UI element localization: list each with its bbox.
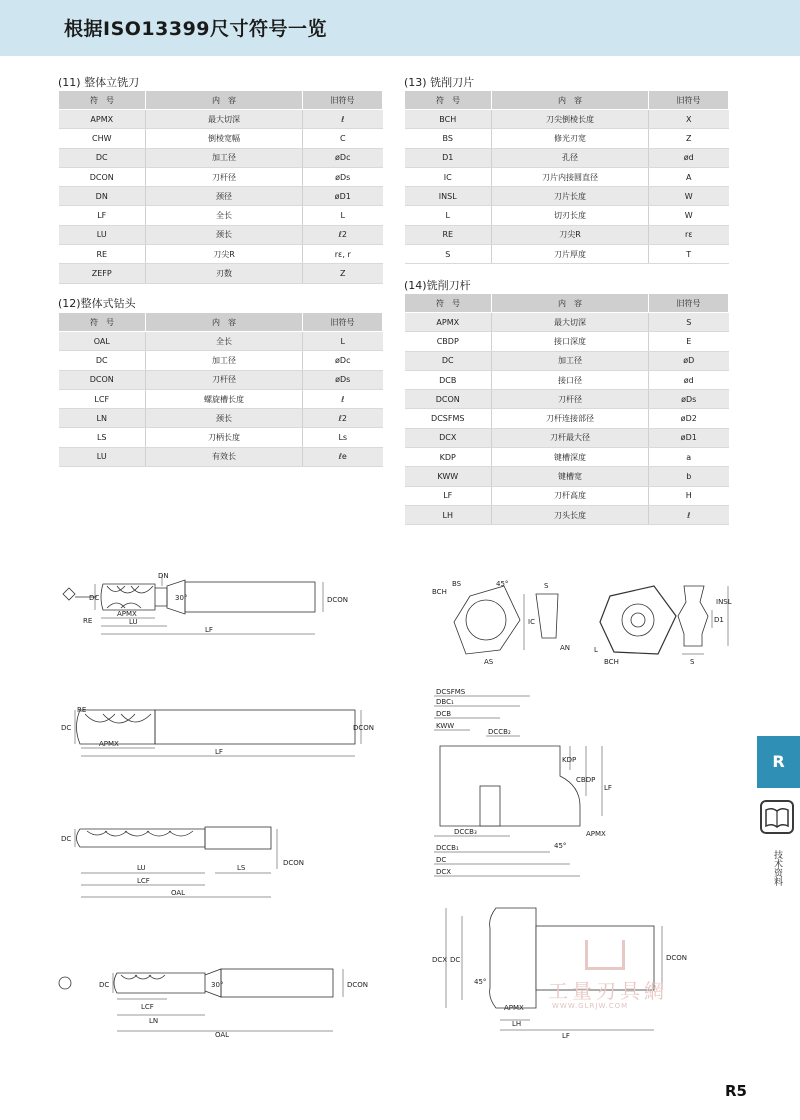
- table-row: [59, 225, 383, 244]
- symbol-cell: DN: [59, 187, 146, 206]
- symbol-cell: KDP: [405, 448, 492, 467]
- drill2-drawing: [55, 825, 305, 905]
- symbol-cell: DCSFMS: [405, 409, 492, 428]
- content-cell: 接口径: [492, 370, 649, 389]
- head-drawing: [430, 898, 688, 1043]
- label-angle: 45°: [554, 842, 567, 850]
- label-lf: LF: [604, 784, 612, 792]
- symbol-cell: CBDP: [405, 332, 492, 351]
- section-title-endmill: (11) 整体立铣刀: [58, 76, 140, 89]
- table-row: [59, 409, 383, 428]
- symbol-cell: LN: [59, 409, 146, 428]
- label-bch: BCH: [432, 588, 447, 596]
- section-title-insert: (13) 铣削刀片: [404, 76, 475, 89]
- table-row: [405, 467, 729, 486]
- content-cell: 刃数: [146, 264, 303, 283]
- table-row: [59, 167, 383, 186]
- old-symbol-cell: ød: [649, 370, 729, 389]
- side-label: 技术资料: [772, 850, 782, 886]
- table-row: [59, 389, 383, 408]
- symbol-cell: LU: [59, 447, 146, 466]
- symbol-cell: LS: [59, 428, 146, 447]
- content-cell: 颈长: [146, 225, 303, 244]
- label-insl: INSL: [716, 598, 732, 606]
- label-dn: DN: [158, 572, 169, 580]
- table-endmill: [58, 90, 383, 284]
- symbol-cell: DCON: [59, 370, 146, 389]
- label-dbc1: DBC₁: [436, 698, 454, 706]
- symbol-cell: S: [405, 245, 492, 264]
- label-kdp: KDP: [562, 756, 577, 764]
- symbol-cell: DCON: [405, 390, 492, 409]
- content-cell: 刀片厚度: [492, 245, 649, 264]
- label-lf: LF: [562, 1032, 570, 1040]
- content-cell: 倒棱宽幅: [146, 129, 303, 148]
- label-cbdp: CBDP: [576, 776, 596, 784]
- label-dc: DC: [61, 835, 72, 843]
- old-symbol-cell: øDs: [303, 370, 383, 389]
- content-cell: 刀杆高度: [492, 486, 649, 505]
- content-cell: 最大切深: [492, 313, 649, 332]
- table-row: [405, 351, 729, 370]
- col-content: 内 容: [146, 91, 303, 110]
- label-angle: 45°: [474, 978, 487, 986]
- table-row: [405, 409, 729, 428]
- table-row: [405, 448, 729, 467]
- label-re: RE: [77, 706, 87, 714]
- symbol-cell: IC: [405, 167, 492, 186]
- label-bs: BS: [452, 580, 462, 588]
- label-angle: 30°: [211, 981, 224, 989]
- label-ic: IC: [528, 618, 535, 626]
- content-cell: 最大切深: [146, 110, 303, 129]
- drill3-drawing: [55, 965, 375, 1040]
- symbol-cell: LCF: [59, 389, 146, 408]
- old-symbol-cell: ℓ2: [303, 225, 383, 244]
- label-dc: DC: [99, 981, 110, 989]
- symbol-cell: KWW: [405, 467, 492, 486]
- col-old: 旧符号: [649, 91, 729, 110]
- old-symbol-cell: ℓe: [303, 447, 383, 466]
- content-cell: 刀杆径: [146, 167, 303, 186]
- label-angle: 30°: [175, 594, 188, 602]
- label-l: L: [594, 646, 598, 654]
- label-apmx: APMX: [504, 1004, 524, 1012]
- symbol-cell: DCON: [59, 167, 146, 186]
- old-symbol-cell: L: [303, 332, 383, 351]
- symbol-cell: APMX: [59, 110, 146, 129]
- content-cell: 有效长: [146, 447, 303, 466]
- table-row: [59, 206, 383, 225]
- old-symbol-cell: a: [649, 448, 729, 467]
- table-row: [405, 390, 729, 409]
- col-content: 内 容: [492, 91, 649, 110]
- label-s: S: [544, 582, 549, 590]
- old-symbol-cell: ℓ: [303, 110, 383, 129]
- old-symbol-cell: Z: [303, 264, 383, 283]
- table-row: [405, 332, 729, 351]
- book-icon: [760, 800, 794, 834]
- label-bch-2: BCH: [604, 658, 619, 666]
- old-symbol-cell: L: [303, 206, 383, 225]
- label-dcb: DCB: [436, 710, 452, 718]
- content-cell: 加工径: [146, 148, 303, 167]
- drill1-drawing: [55, 700, 375, 760]
- content-cell: 刀头长度: [492, 505, 649, 524]
- label-ls: LS: [237, 864, 246, 872]
- label-dcx: DCX: [432, 956, 448, 964]
- holder-drawing: [430, 686, 620, 886]
- old-symbol-cell: ℓ2: [303, 409, 383, 428]
- label-as: AS: [484, 658, 494, 666]
- content-cell: 刀杆最大径: [492, 428, 649, 447]
- watermark-url: WWW.GLRJW.COM: [552, 1002, 629, 1010]
- col-symbol: 符 号: [59, 313, 146, 332]
- label-s-2: S: [690, 658, 695, 666]
- table-row: [405, 167, 729, 186]
- old-symbol-cell: øDs: [303, 167, 383, 186]
- table-row: [59, 245, 383, 264]
- old-symbol-cell: E: [649, 332, 729, 351]
- label-an: AN: [560, 644, 571, 652]
- old-symbol-cell: øDc: [303, 148, 383, 167]
- label-dccb1: DCCB₁: [436, 844, 459, 852]
- label-lcf: LCF: [137, 877, 150, 885]
- label-lcf: LCF: [141, 1003, 154, 1011]
- label-dccb3: DCCB₃: [454, 828, 477, 836]
- symbol-cell: DC: [405, 351, 492, 370]
- old-symbol-cell: øD2: [649, 409, 729, 428]
- content-cell: 接口深度: [492, 332, 649, 351]
- old-symbol-cell: øD: [649, 351, 729, 370]
- table-row: [405, 110, 729, 129]
- content-cell: 刀杆连接部径: [492, 409, 649, 428]
- content-cell: 刀杆径: [146, 370, 303, 389]
- table-row: [405, 505, 729, 524]
- table-row: [59, 129, 383, 148]
- label-dc: DC: [61, 724, 72, 732]
- symbol-cell: DCX: [405, 428, 492, 447]
- symbol-cell: RE: [405, 225, 492, 244]
- symbol-cell: LF: [405, 486, 492, 505]
- content-cell: 刀柄长度: [146, 428, 303, 447]
- table-row: [59, 264, 383, 283]
- table-row: [405, 225, 729, 244]
- old-symbol-cell: W: [649, 187, 729, 206]
- table-drill: [58, 312, 383, 467]
- col-symbol: 符 号: [405, 91, 492, 110]
- content-cell: 修光刃宽: [492, 129, 649, 148]
- label-kww: KWW: [436, 722, 455, 730]
- symbol-cell: DC: [59, 148, 146, 167]
- page-number: R5: [725, 1082, 747, 1100]
- label-dccb2: DCCB₂: [488, 728, 511, 736]
- section-title-drill: (12)整体式钻头: [58, 297, 136, 310]
- table-row: [405, 486, 729, 505]
- table-holder: [404, 293, 729, 525]
- old-symbol-cell: øDc: [303, 351, 383, 370]
- old-symbol-cell: øDs: [649, 390, 729, 409]
- label-dcon: DCON: [347, 981, 369, 989]
- old-symbol-cell: b: [649, 467, 729, 486]
- symbol-cell: D1: [405, 148, 492, 167]
- content-cell: 刀尖R: [492, 225, 649, 244]
- symbol-cell: INSL: [405, 187, 492, 206]
- col-symbol: 符 号: [59, 91, 146, 110]
- content-cell: 刀片内接圆直径: [492, 167, 649, 186]
- endmill-drawing: [55, 570, 349, 640]
- label-lu: LU: [137, 864, 146, 872]
- watermark-text: 工量刃具網: [548, 979, 668, 1003]
- label-oal: OAL: [215, 1031, 230, 1039]
- label-angle: 45°: [496, 580, 509, 588]
- content-cell: 加工径: [146, 351, 303, 370]
- symbol-cell: L: [405, 206, 492, 225]
- label-dc: DC: [436, 856, 447, 864]
- label-dcon: DCON: [283, 859, 305, 867]
- header-bar: [0, 0, 800, 56]
- label-lu: LU: [129, 618, 138, 626]
- label-d1: D1: [714, 616, 724, 624]
- label-dcon: DCON: [353, 724, 375, 732]
- old-symbol-cell: øD1: [649, 428, 729, 447]
- label-lf: LF: [215, 748, 223, 756]
- label-re: RE: [83, 617, 93, 625]
- label-lh: LH: [512, 1020, 522, 1028]
- symbol-cell: DCB: [405, 370, 492, 389]
- col-symbol: 符 号: [405, 294, 492, 313]
- table-row: [59, 428, 383, 447]
- page-title: 根据ISO13399尺寸符号一览: [64, 18, 328, 40]
- content-cell: 键槽深度: [492, 448, 649, 467]
- symbol-cell: LF: [59, 206, 146, 225]
- table-row: [59, 187, 383, 206]
- symbol-cell: DC: [59, 351, 146, 370]
- table-row: [59, 370, 383, 389]
- old-symbol-cell: ℓ: [303, 389, 383, 408]
- symbol-cell: APMX: [405, 313, 492, 332]
- watermark-logo: [585, 940, 625, 970]
- table-row: [59, 351, 383, 370]
- label-dcon: DCON: [327, 596, 349, 604]
- old-symbol-cell: rε, r: [303, 245, 383, 264]
- content-cell: 颈长: [146, 409, 303, 428]
- table-insert: [404, 90, 729, 264]
- col-old: 旧符号: [303, 91, 383, 110]
- label-lf: LF: [205, 626, 213, 634]
- symbol-cell: BS: [405, 129, 492, 148]
- content-cell: 刀杆径: [492, 390, 649, 409]
- old-symbol-cell: C: [303, 129, 383, 148]
- old-symbol-cell: T: [649, 245, 729, 264]
- table-row: [405, 206, 729, 225]
- old-symbol-cell: Ls: [303, 428, 383, 447]
- old-symbol-cell: A: [649, 167, 729, 186]
- col-old: 旧符号: [303, 313, 383, 332]
- content-cell: 颈径: [146, 187, 303, 206]
- symbol-cell: ZEFP: [59, 264, 146, 283]
- symbol-cell: OAL: [59, 332, 146, 351]
- content-cell: 加工径: [492, 351, 649, 370]
- content-cell: 刀片长度: [492, 187, 649, 206]
- section-tab[interactable]: R: [757, 736, 800, 788]
- symbol-cell: LU: [59, 225, 146, 244]
- label-dc: DC: [450, 956, 461, 964]
- label-apmx: APMX: [99, 740, 119, 748]
- col-content: 内 容: [492, 294, 649, 313]
- content-cell: 刀尖倒棱长度: [492, 110, 649, 129]
- table-row: [59, 110, 383, 129]
- col-content: 内 容: [146, 313, 303, 332]
- content-cell: 刀尖R: [146, 245, 303, 264]
- content-cell: 键槽宽: [492, 467, 649, 486]
- old-symbol-cell: H: [649, 486, 729, 505]
- table-row: [405, 370, 729, 389]
- table-row: [405, 129, 729, 148]
- content-cell: 孔径: [492, 148, 649, 167]
- table-row: [59, 332, 383, 351]
- table-row: [405, 148, 729, 167]
- symbol-cell: RE: [59, 245, 146, 264]
- label-apmx: APMX: [586, 830, 606, 838]
- label-dcsfms: DCSFMS: [436, 688, 466, 696]
- symbol-cell: CHW: [59, 129, 146, 148]
- table-row: [405, 245, 729, 264]
- content-cell: 切刃长度: [492, 206, 649, 225]
- label-dc: DC: [89, 594, 100, 602]
- label-dcon: DCON: [666, 954, 688, 962]
- symbol-cell: BCH: [405, 110, 492, 129]
- table-row: [405, 313, 729, 332]
- content-cell: 全长: [146, 206, 303, 225]
- old-symbol-cell: Z: [649, 129, 729, 148]
- symbol-cell: LH: [405, 505, 492, 524]
- old-symbol-cell: S: [649, 313, 729, 332]
- table-row: [59, 447, 383, 466]
- old-symbol-cell: X: [649, 110, 729, 129]
- table-row: [405, 187, 729, 206]
- table-row: [405, 428, 729, 447]
- label-ln: LN: [149, 1017, 159, 1025]
- label-apmx: APMX: [117, 610, 137, 618]
- col-old: 旧符号: [649, 294, 729, 313]
- insert-drawing: [428, 572, 738, 672]
- label-dcx: DCX: [436, 868, 452, 876]
- content-cell: 螺旋槽长度: [146, 389, 303, 408]
- label-oal: OAL: [171, 889, 186, 897]
- section-title-holder: (14)铣削刀杆: [404, 279, 471, 292]
- content-cell: 全长: [146, 332, 303, 351]
- table-row: [59, 148, 383, 167]
- old-symbol-cell: ød: [649, 148, 729, 167]
- old-symbol-cell: øD1: [303, 187, 383, 206]
- old-symbol-cell: W: [649, 206, 729, 225]
- old-symbol-cell: ℓ: [649, 505, 729, 524]
- old-symbol-cell: rε: [649, 225, 729, 244]
